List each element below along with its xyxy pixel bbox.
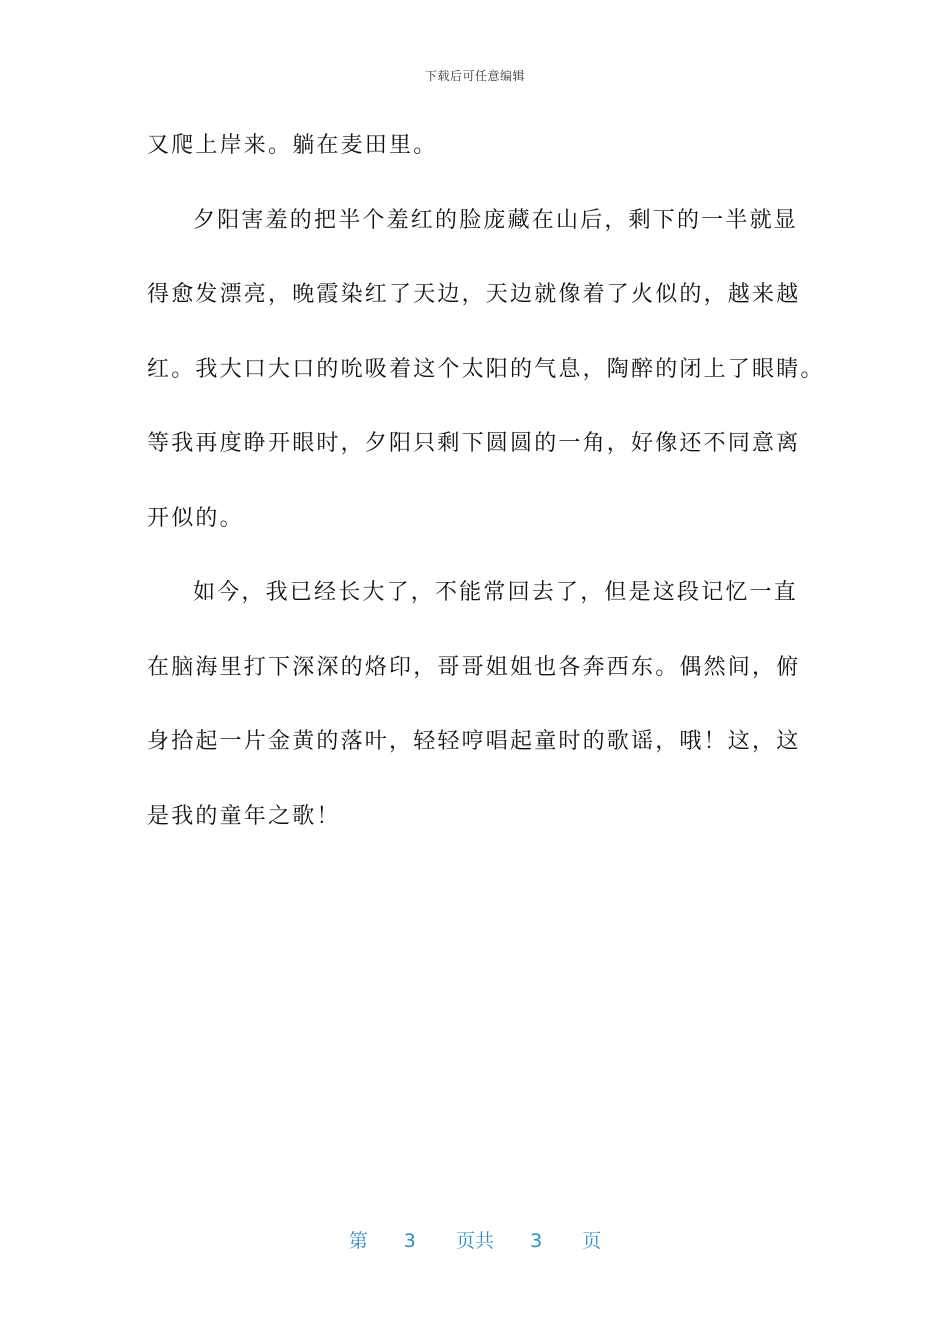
paragraph-line: 等我再度睁开眼时，夕阳只剩下圆圆的一角，好像还不同意离 [147, 431, 801, 456]
footer-label-total: 页共 [455, 1230, 494, 1252]
paragraph-line: 红。我大口大口的吮吸着这个太阳的气息，陶醉的闭上了眼睛。 [147, 356, 825, 382]
paragraph-line: 在脑海里打下深深的烙印，哥哥姐姐也各奔西东。偶然间，俯 [147, 654, 801, 680]
header-note: 下载后可任意编辑 [424, 69, 525, 83]
footer-current-page: 3 [403, 1230, 416, 1252]
footer-label-end: 页 [582, 1230, 602, 1252]
paragraph-line: 夕阳害羞的把半个羞红的脸庞藏在山后，剩下的一半就显 [193, 207, 799, 233]
page-footer [0, 1226, 950, 1253]
paragraph-line: 身拾起一片金黄的落叶，轻轻哼唱起童时的歌谣，哦！这，这 [147, 729, 801, 754]
paragraph-line: 是我的童年之歌！ [147, 803, 341, 829]
paragraph-line: 又爬上岸来。躺在麦田里。 [147, 133, 438, 158]
footer-total-pages: 3 [530, 1230, 543, 1252]
paragraph-line: 得愈发漂亮，晚霞染红了天边，天边就像着了火似的，越来越 [147, 282, 801, 307]
footer-label-page: 第 [348, 1230, 368, 1252]
body-text [147, 124, 827, 869]
paragraph-line: 如今，我已经长大了，不能常回去了，但是这段记忆一直 [193, 580, 799, 605]
paragraph-line: 开似的。 [147, 505, 244, 531]
